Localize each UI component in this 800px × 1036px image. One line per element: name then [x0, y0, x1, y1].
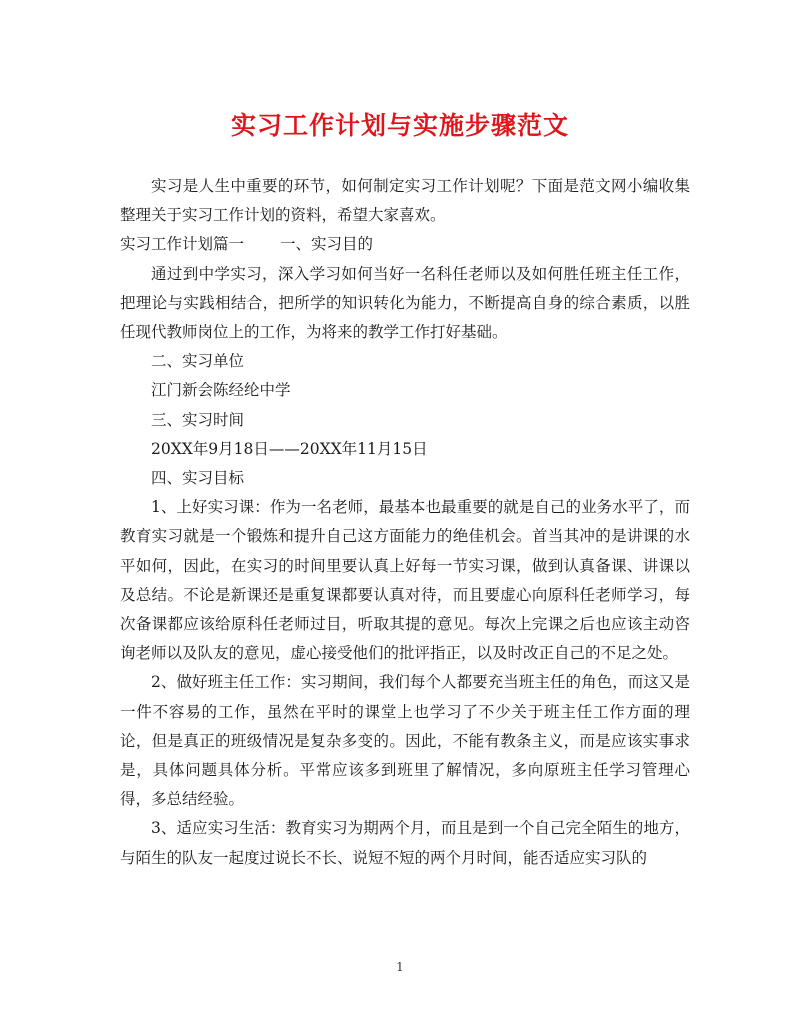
- goal-2-paragraph: 2、做好班主任工作：实习期间，我们每个人都要充当班主任的角色，而这又是一件不容易的工作，虽然在平时的课堂上也学习了不少关于班主任工作方面的理论，但是真正的班级情况是复杂多变的。因此，不能有教条主义，而是应该实事求是，具体问题具体分析。平常应该多到班里了解情况，多向原班主任学习管理心得，多总结经验。: [120, 673, 690, 809]
- section-label: 实习工作计划篇一: [120, 235, 245, 254]
- goal-1-paragraph: 1、上好实习课：作为一名老师，最基本也最重要的就是自己的业务水平了，而教育实习就是一个锻炼和提升自己这方面能力的绝佳机会。首当其冲的是讲课的水平如何，因此，在实习的时间里要认真上好每一节实习课，做到认真备课、讲课以及总结。不论是新课还是重复课都要认真对待，而且要虚心向原科任老师学习，每次备课都应该给原科任老师过目，听取其提的意见。每次上完课之后也应该主动咨询老师以及队友的意见，虚心接受他们的批评指正，以及时改正自己的不足之处。: [120, 498, 690, 663]
- document-body: [120, 172, 690, 873]
- heading-time: 三、实习时间: [151, 410, 245, 429]
- document-title: 实习工作计划与实施步骤范文: [230, 111, 569, 140]
- page-number: 1: [396, 960, 404, 974]
- purpose-paragraph: 通过到中学实习，深入学习如何当好一名科任老师以及如何胜任班主任工作，把理论与实践相结合，把所学的知识转化为能力，不断提高自身的综合素质，以胜任现代教师岗位上的工作，为将来的教学工作打好基础。: [120, 264, 690, 342]
- heading-goals: 四、实习目标: [151, 469, 245, 488]
- heading-unit: 二、实习单位: [151, 352, 245, 371]
- section-label-line: [120, 230, 690, 259]
- unit-name: 江门新会陈经纶中学: [151, 381, 291, 400]
- goal-3-paragraph: 3、适应实习生活：教育实习为期两个月，而且是到一个自己完全陌生的地方，与陌生的队友一起度过说长不长、说短不短的两个月时间，能否适应实习队的: [120, 819, 690, 867]
- section-heading-purpose: 一、实习目的: [280, 235, 374, 254]
- time-range: 20XX年9月18日——20XX年11月15日: [151, 439, 428, 458]
- intro-paragraph: 实习是人生中重要的环节，如何制定实习工作计划呢？下面是范文网小编收集整理关于实习工作计划的资料，希望大家喜欢。: [120, 177, 690, 225]
